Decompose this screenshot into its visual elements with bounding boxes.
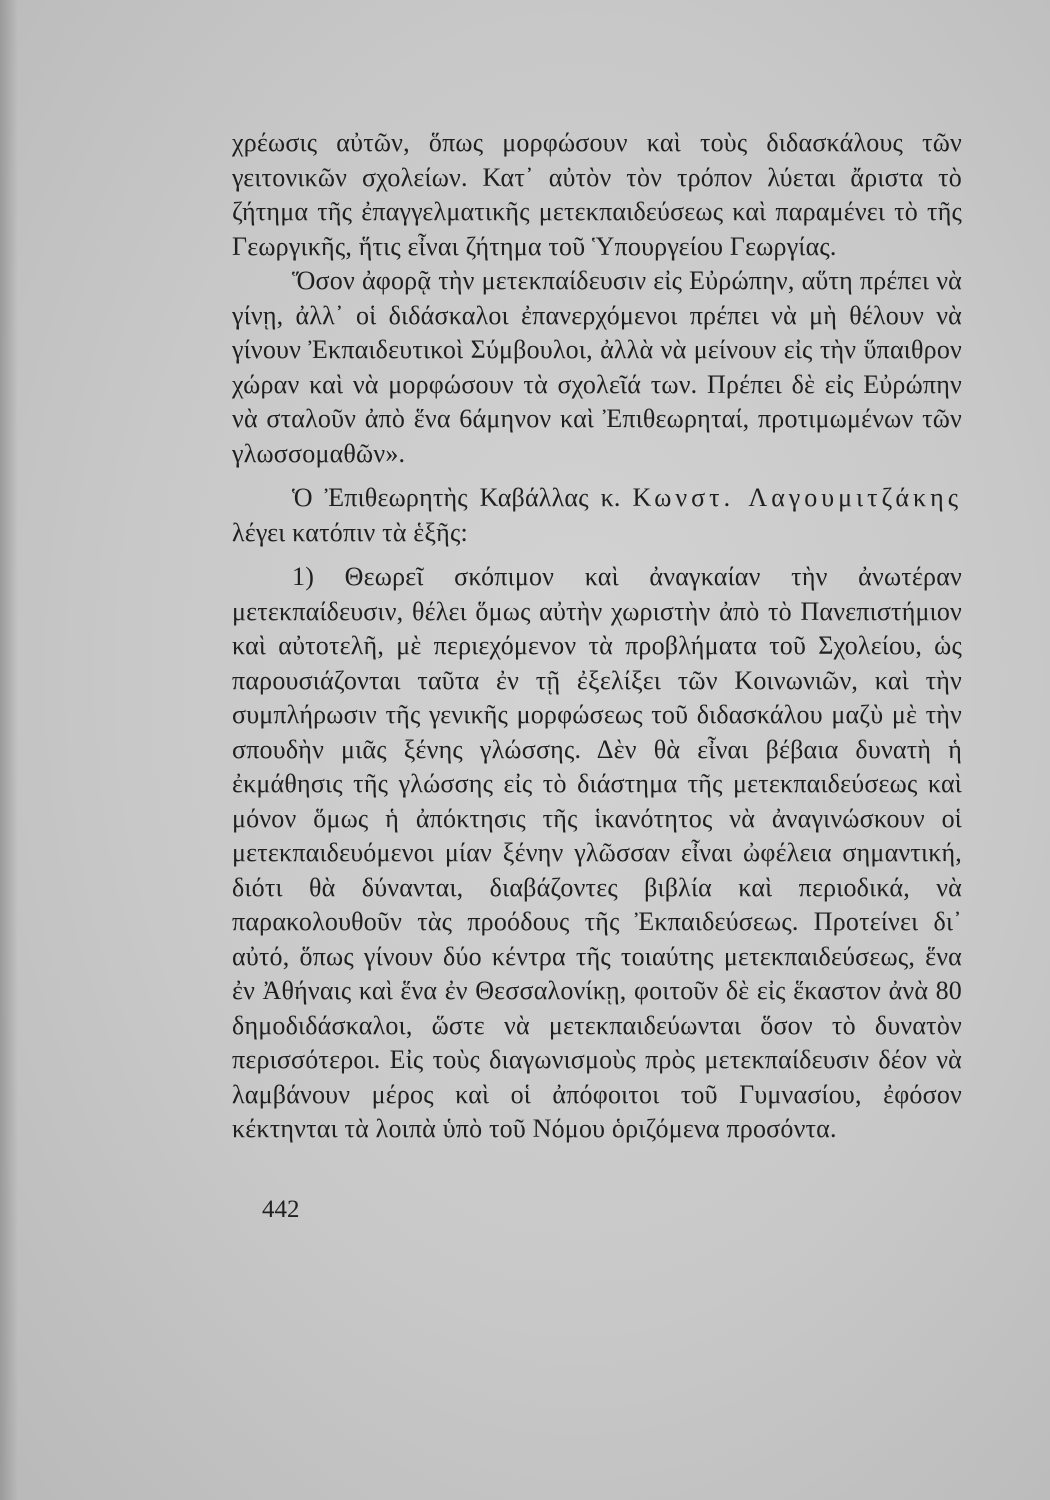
paragraph-gap — [232, 550, 962, 560]
paragraph-2: Ὅσον ἀφορᾷ τὴν μετεκπαίδευσιν εἰς Εὐρώπην, αὕτη πρέπει νὰ γίνῃ, ἀλλ᾿ οἱ διδάσκαλοι ἐπανερχόμενοι πρέπει νὰ μὴ θέλουν νὰ γίνουν Ἐκπαιδευτικοὶ Σύμβουλοι, ἀλλὰ νὰ μείνουν εἰς τὴν ὕπαιθρον χώραν καὶ νὰ μορφώσουν τὰ σχολεῖά των. Πρέπει δὲ εἰς Εὐρώπην νὰ σταλοῦν ἀπὸ ἕνα 6άμηνον καὶ Ἐπιθεωρηταί, προτιμωμένων τῶν γλωσσομαθῶν». — [232, 266, 962, 468]
paragraph-3-prefix: Ὁ Ἐπιθεωρητὴς Καβάλλας κ. — [292, 483, 633, 512]
paragraph-gap — [232, 471, 962, 481]
page-number: 442 — [262, 1196, 300, 1223]
speaker-name: Κωνστ. Λαγουμιτζάκης — [632, 483, 962, 512]
paragraph-1: χρέωσις αὐτῶν, ὅπως μορφώσουν καὶ τοὺς διδασκάλους τῶν γειτονικῶν σχολείων. Κατ᾿ αὐτὸν τὸν τρόπον λύεται ἄριστα τὸ ζήτημα τῆς ἐπαγγελματικῆς μετεκπαιδεύσεως καὶ παραμένει τὸ τῆς Γεωργικῆς, ἥτις εἶναι ζήτημα τοῦ Ὑπουργείου Γεωργίας. — [232, 128, 962, 261]
body-text — [232, 126, 962, 1147]
page-edge-shadow — [0, 0, 18, 1500]
paragraph-4: 1) Θεωρεῖ σκόπιμον καὶ ἀναγκαίαν τὴν ἀνωτέραν μετεκπαίδευσιν, θέλει ὅμως αὐτὴν χωριστὴν ἀπὸ τὸ Πανεπιστήμιον καὶ αὐτοτελῆ, μὲ περιεχόμενον τὰ προβλήματα τοῦ Σχολείου, ὡς παρουσιάζονται ταῦτα ἐν τῇ ἐξελίξει τῶν Κοινωνιῶν, καὶ τὴν συμπλήρωσιν τῆς γενικῆς μορφώσεως τοῦ διδασκάλου μαζὺ μὲ τὴν σπουδὴν μιᾶς ξένης γλώσσης. Δὲν θὰ εἶναι βέβαια δυνατὴ ἡ ἐκμάθησις τῆς γλώσσης εἰς τὸ διάστημα τῆς μετεκπαιδεύσεως καὶ μόνον ὅμως ἡ ἀπόκτησις τῆς ἱκανότητος νὰ ἀναγινώσκουν οἱ μετεκπαιδευόμενοι μίαν ξένην γλῶσσαν εἶναι ὠφέλεια σημαντική, διότι θὰ δύνανται, διαβάζοντες βιβλία καὶ περιοδικά, νὰ παρακολουθοῦν τὰς προόδους τῆς Ἐκπαιδεύσεως. Προτείνει δι᾿ αὐτό, ὅπως γίνουν δύο κέντρα τῆς τοιαύτης μετεκπαιδεύσεως, ἕνα ἐν Ἀθήναις καὶ ἕνα ἐν Θεσσαλονίκῃ, φοιτοῦν δὲ εἰς ἕκαστον ἀνὰ 80 δημοδιδάσκαλοι, ὥστε νὰ μετεκπαιδεύωνται ὅσον τὸ δυνατὸν περισσότεροι. Εἰς τοὺς διαγωνισμοὺς πρὸς μετεκπαίδευσιν δέον νὰ λαμβάνουν μέρος καὶ οἱ ἀπόφοιτοι τοῦ Γυμνασίου, ἐφόσον κέκτηνται τὰ λοιπὰ ὑπὸ τοῦ Νόμου ὁριζόμενα προσόντα. — [232, 562, 962, 1143]
paragraph-3 — [232, 481, 962, 550]
paragraph-3-suffix: λέγει κατόπιν τὰ ἑξῆς: — [232, 517, 468, 547]
